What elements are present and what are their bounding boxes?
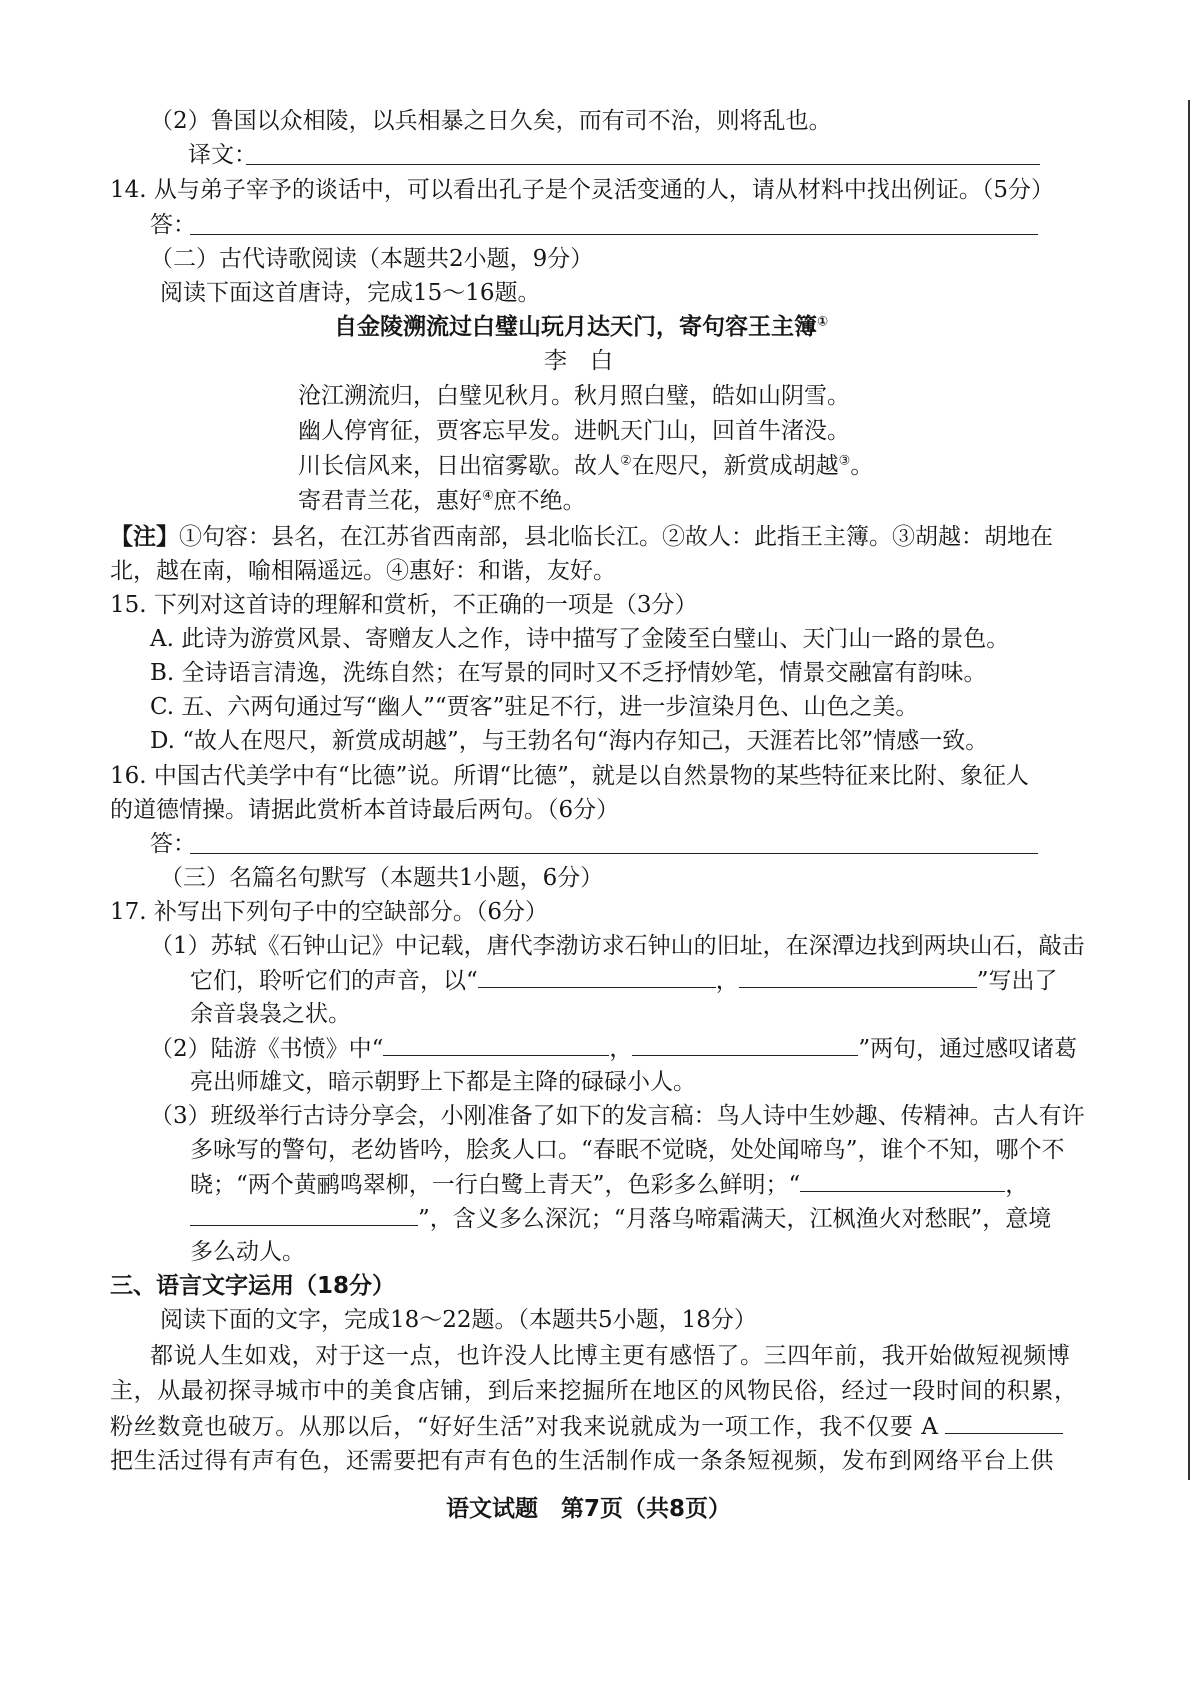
q17-2-text-c: ”两句，通过感叹诸葛 (858, 1036, 1078, 1062)
q17-1-text-a: 它们，聆听它们的声音，以“ (190, 968, 478, 994)
q13-2-answer-label: 译文： (188, 142, 257, 168)
part3-instruction: 阅读下面的文字，完成18～22题。（本题共5小题，18分） (160, 1307, 757, 1333)
q14-answer-line[interactable] (190, 234, 1038, 235)
q17-1-blank-2[interactable] (739, 965, 977, 988)
q17-2-line-2: 亮出师雄文，暗示朝野上下都是主降的碌碌小人。 (190, 1069, 696, 1095)
part3-paragraph-line-1: 都说人生如戏，对于这一点，也许没人比博主更有感悟了。三四年前，我开始做短视频博 (150, 1343, 1071, 1369)
q17-1-line-3: 余音袅袅之状。 (190, 1001, 351, 1027)
poem-line-3-note-b: ③ (838, 453, 851, 469)
q17-1-line-2 (190, 965, 1058, 996)
q17-3-blank-1[interactable] (800, 1169, 1005, 1192)
part3-paragraph-line-2: 主，从最初探寻城市中的美食店铺，到后来挖掘所在地区的风物民俗，经过一段时间的积累， (110, 1378, 1078, 1404)
q15-option-a[interactable]: A. 此诗为游赏风景、寄赠友人之作，诗中描写了金陵至白璧山、天门山一路的景色。 (150, 626, 1010, 652)
q17-3-text-a: 晓；“两个黄鹂鸣翠柳，一行白鹭上青天”，色彩多么鲜明；“ (190, 1172, 801, 1198)
poem-line-4-part-a: 寄君青兰花，惠好 (298, 488, 482, 514)
notes-text-1: ①句容：县名，在江苏省西南部，县北临长江。②故人：此指王主簿。③胡越：胡地在 (179, 524, 1053, 550)
poem-line-4 (298, 486, 586, 516)
q17-stem: 17. 补写出下列句子中的空缺部分。（6分） (110, 899, 549, 925)
q16-answer-label: 答： (150, 831, 196, 857)
q17-2-blank-1[interactable] (383, 1033, 609, 1056)
q16-answer-line[interactable] (190, 853, 1038, 854)
poem-title-text: 自金陵溯流过白璧山玩月达天门，寄句容王主簿 (334, 314, 817, 340)
q17-2-blank-2[interactable] (632, 1033, 858, 1056)
q17-2-comma: ， (609, 1036, 633, 1062)
q15-option-d[interactable]: D. “故人在咫尺，新赏成胡越”，与王勃名句“海内存知己，天涯若比邻”情感一致。 (150, 728, 989, 754)
poem-line-3 (298, 451, 873, 481)
poem-line-3-note-a: ② (620, 453, 632, 469)
part3-heading: 三、语言文字运用（18分） (110, 1273, 396, 1299)
part3-blank-a[interactable] (945, 1411, 1063, 1434)
q17-3-line-5: 多么动人。 (190, 1239, 305, 1265)
q17-3-line-2: 多咏写的警句，老幼皆吟，脍炙人口。“春眠不觉晓，处处闻啼鸟”，谁个不知，哪个不 (190, 1137, 1065, 1163)
q17-3-line-4 (190, 1203, 1051, 1234)
poem-line-2: 幽人停宵征，贾客忘早发。进帆天门山，回首牛渚没。 (298, 418, 850, 444)
page-footer: 语文试题 第7页（共8页） (446, 1496, 732, 1522)
section3-heading: （三）名篇名句默写（本题共1小题，6分） (160, 865, 604, 891)
q14-stem: 14. 从与弟子宰予的谈话中，可以看出孔子是个灵活变通的人，请从材料中找出例证。（5分） (110, 177, 1055, 203)
poem-line-4-part-b: 庶不绝。 (493, 488, 586, 514)
poem-line-4-note: ④ (482, 488, 494, 504)
poem-line-3-part-a: 川长信风来，日出宿雾歇。故人 (298, 453, 620, 479)
notes-line-2: 北，越在南，喻相隔遥远。④惠好：和谐，友好。 (110, 558, 616, 584)
q17-3-blank-2[interactable] (190, 1203, 418, 1226)
q16-stem-line-2: 的道德情操。请据此赏析本首诗最后两句。（6分） (110, 797, 620, 823)
section2-heading: （二）古代诗歌阅读（本题共2小题，9分） (150, 246, 594, 272)
q17-1-comma: ， (715, 968, 739, 994)
page-edge-line (1188, 100, 1190, 1480)
q17-3-line-3 (190, 1169, 1028, 1200)
q13-2-sentence: （2）鲁国以众相陵，以兵相暴之日久矣，而有司不治，则将乱也。 (150, 108, 832, 134)
notes-line-1 (110, 522, 1053, 552)
q17-3-comma: ， (1005, 1172, 1029, 1198)
poem-line-3-part-b: 在咫尺，新赏成胡越 (631, 453, 839, 479)
q17-1-text-c: ”写出了 (976, 968, 1058, 994)
section2-instruction: 阅读下面这首唐诗，完成15～16题。 (160, 280, 541, 306)
notes-label: 【注】 (110, 524, 179, 550)
poem-title (334, 312, 828, 342)
q15-stem: 15. 下列对这首诗的理解和赏析，不正确的一项是（3分） (110, 592, 698, 618)
poem-line-1: 沧江溯流归，白璧见秋月。秋月照白璧，皓如山阴雪。 (298, 383, 850, 409)
part3-paragraph-line-4: 把生活过得有声有色，还需要把有声有色的生活制作成一条条短视频，发布到网络平台上供 (110, 1448, 1054, 1474)
q13-2-answer-line[interactable] (246, 164, 1040, 165)
q15-option-c[interactable]: C. 五、六两句通过写“幽人”“贾客”驻足不行，进一步渲染月色、山色之美。 (150, 694, 919, 720)
q14-answer-label: 答： (150, 212, 196, 238)
poem-title-note: ① (817, 314, 829, 330)
q17-3-line-1: （3）班级举行古诗分享会，小刚准备了如下的发言稿：鸟人诗中生妙趣、传精神。古人有许 (150, 1103, 1085, 1129)
poem-author: 李 白 (544, 348, 613, 374)
q17-2-line-1 (150, 1033, 1077, 1064)
poem-line-3-part-c: 。 (850, 453, 874, 479)
q17-2-text-a: （2）陆游《书愤》中“ (150, 1036, 384, 1062)
q17-3-text-d: ”，含义多么深沉；“月落乌啼霜满天，江枫渔火对愁眠”，意境 (418, 1206, 1052, 1232)
q15-option-b[interactable]: B. 全诗语言清逸，洗练自然；在写景的同时又不乏抒情妙笔，情景交融富有韵味。 (150, 660, 987, 686)
part3-paragraph-line-3 (110, 1411, 1063, 1442)
part3-paragraph-line-3-text: 粉丝数竟也破万。从那以后，“好好生活”对我来说就成为一项工作，我不仅要 A (110, 1414, 939, 1440)
q17-1-blank-1[interactable] (478, 965, 716, 988)
q16-stem-line-1: 16. 中国古代美学中有“比德”说。所谓“比德”，就是以自然景物的某些特征来比附、象征人 (110, 763, 1029, 789)
q17-1-line-1: （1）苏轼《石钟山记》中记载，唐代李渤访求石钟山的旧址，在深潭边找到两块山石，敲击 (150, 933, 1085, 959)
